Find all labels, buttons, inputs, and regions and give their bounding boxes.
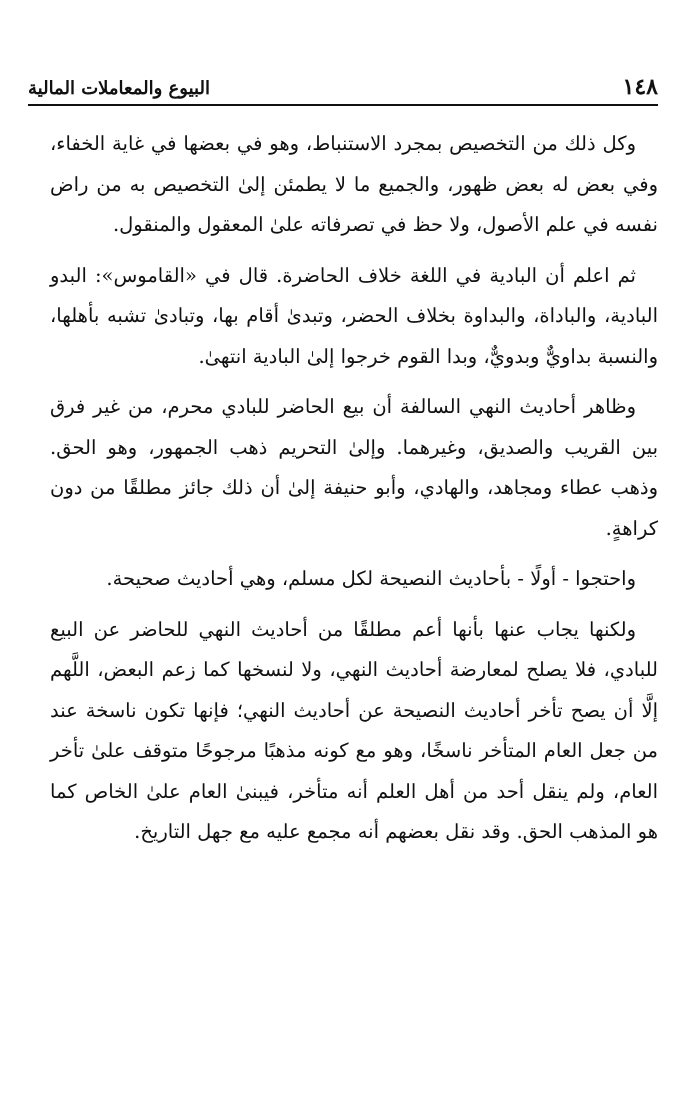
running-title: البيوع والمعاملات المالية [28, 78, 210, 99]
paragraph-1: وكل ذلك من التخصيص بمجرد الاستنباط، وهو في بعضها في غاية الخفاء، وفي بعض له بعض ظهور، والجميع ما لا يطمئن إلىٰ التخصيص به من راض نفسه في علم الأصول، ولا حظ في تصرفاته علىٰ المعقول والمنقول. [50, 132, 658, 236]
paragraph-5: ولكنها يجاب عنها بأنها أعم مطلقًا من أحاديث النهي للحاضر عن البيع للبادي، فلا يصلح لمعارضة أحاديث النهي، ولا لنسخها كما زعم البعض، اللَّهم إلَّا أن يصح تأخر أحاديث النصيحة عن أحاديث النهي؛ فإنها تكون ناسخة عند من جعل العام المتأخر ناسخًا، وهو مع كونه مذهبًا مرجوحًا متوقف علىٰ تأخر العام، ولم ينقل أحد من أهل العلم أنه متأخر، فيبنىٰ العام علىٰ الخاص كما هو المذهب الحق. وقد نقل بعضهم أنه مجمع عليه مع جهل التاريخ. [50, 617, 658, 843]
paragraph-4: واحتجوا - أولًا - بأحاديث النصيحة لكل مسلم، وهي أحاديث صحيحة. [106, 567, 636, 590]
header-rule [28, 104, 658, 106]
paragraph-3: وظاهر أحاديث النهي السالفة أن بيع الحاضر للبادي محرم، من غير فرق بين القريب والصديق، وغيرهما. وإلىٰ التحريم ذهب الجمهور، وهو الحق. وذهب عطاء ومجاهد، والهادي، وأبو حنيفة إلىٰ أن ذلك جائز مطلقًا من دون كراهةٍ. [50, 395, 658, 540]
paragraph-2: ثم اعلم أن البادية في اللغة خلاف الحاضرة. قال في «القاموس»: البدو البادية، والباداة، والبداوة بخلاف الحضر، وتبدىٰ أقام بها، وتبادىٰ تشبه بأهلها، والنسبة بداويٌّ وبدويٌّ، وبدا القوم خرجوا إلىٰ البادية انتهىٰ. [50, 263, 658, 368]
body-text [50, 124, 658, 863]
page-number: ١٤٨ [622, 74, 658, 100]
page-header [28, 64, 658, 98]
